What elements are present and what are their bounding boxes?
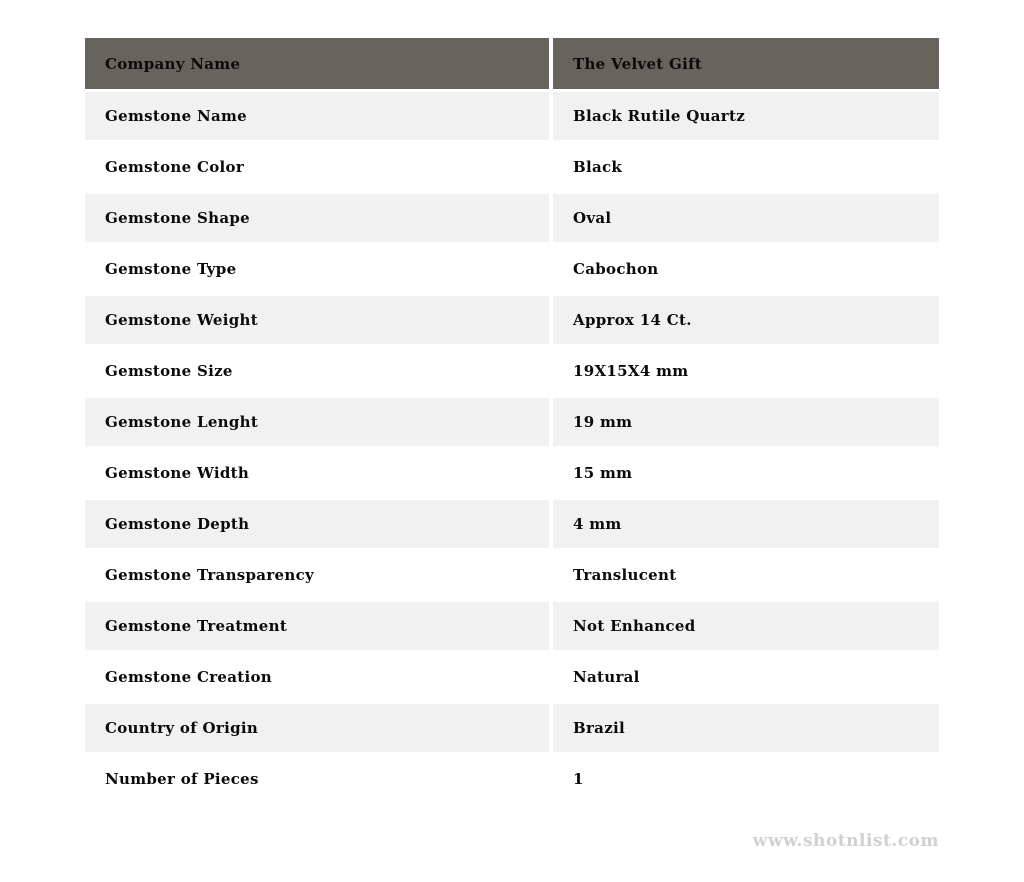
row-label-cell: Gemstone Size [85,347,549,395]
row-value-cell: 4 mm [553,500,939,548]
table-row [85,398,939,446]
row-value-cell: 19 mm [553,398,939,446]
spec-table-container [81,35,943,806]
table-row [85,143,939,191]
row-label-cell: Gemstone Shape [85,194,549,242]
table-row [85,245,939,293]
table-row [85,347,939,395]
row-value-cell: 1 [553,755,939,803]
row-value-cell: Black Rutile Quartz [553,92,939,140]
row-value-cell: Not Enhanced [553,602,939,650]
row-label-cell: Gemstone Color [85,143,549,191]
table-row [85,500,939,548]
table-row [85,194,939,242]
row-label-cell: Gemstone Lenght [85,398,549,446]
table-row [85,92,939,140]
row-label-cell: Gemstone Depth [85,500,549,548]
table-row [85,704,939,752]
row-label-cell: Gemstone Name [85,92,549,140]
row-label-cell: Gemstone Treatment [85,602,549,650]
row-value-cell: Brazil [553,704,939,752]
table-row [85,551,939,599]
table-row [85,449,939,497]
header-label-cell: Company Name [85,38,549,89]
row-label-cell: Gemstone Width [85,449,549,497]
table-row [85,296,939,344]
row-value-cell: Oval [553,194,939,242]
row-value-cell: Natural [553,653,939,701]
row-label-cell: Gemstone Type [85,245,549,293]
row-label-cell: Number of Pieces [85,755,549,803]
row-label-cell: Gemstone Creation [85,653,549,701]
row-label-cell: Gemstone Transparency [85,551,549,599]
row-label-cell: Gemstone Weight [85,296,549,344]
row-label-cell: Country of Origin [85,704,549,752]
table-row [85,755,939,803]
row-value-cell: Translucent [553,551,939,599]
row-value-cell: Black [553,143,939,191]
gemstone-spec-table [81,35,943,806]
table-row [85,653,939,701]
row-value-cell: 15 mm [553,449,939,497]
table-row [85,602,939,650]
row-value-cell: Approx 14 Ct. [553,296,939,344]
table-header-row [85,38,939,89]
row-value-cell: Cabochon [553,245,939,293]
row-value-cell: 19X15X4 mm [553,347,939,395]
website-watermark: www.shotnlist.com [752,831,939,851]
header-value-cell: The Velvet Gift [553,38,939,89]
